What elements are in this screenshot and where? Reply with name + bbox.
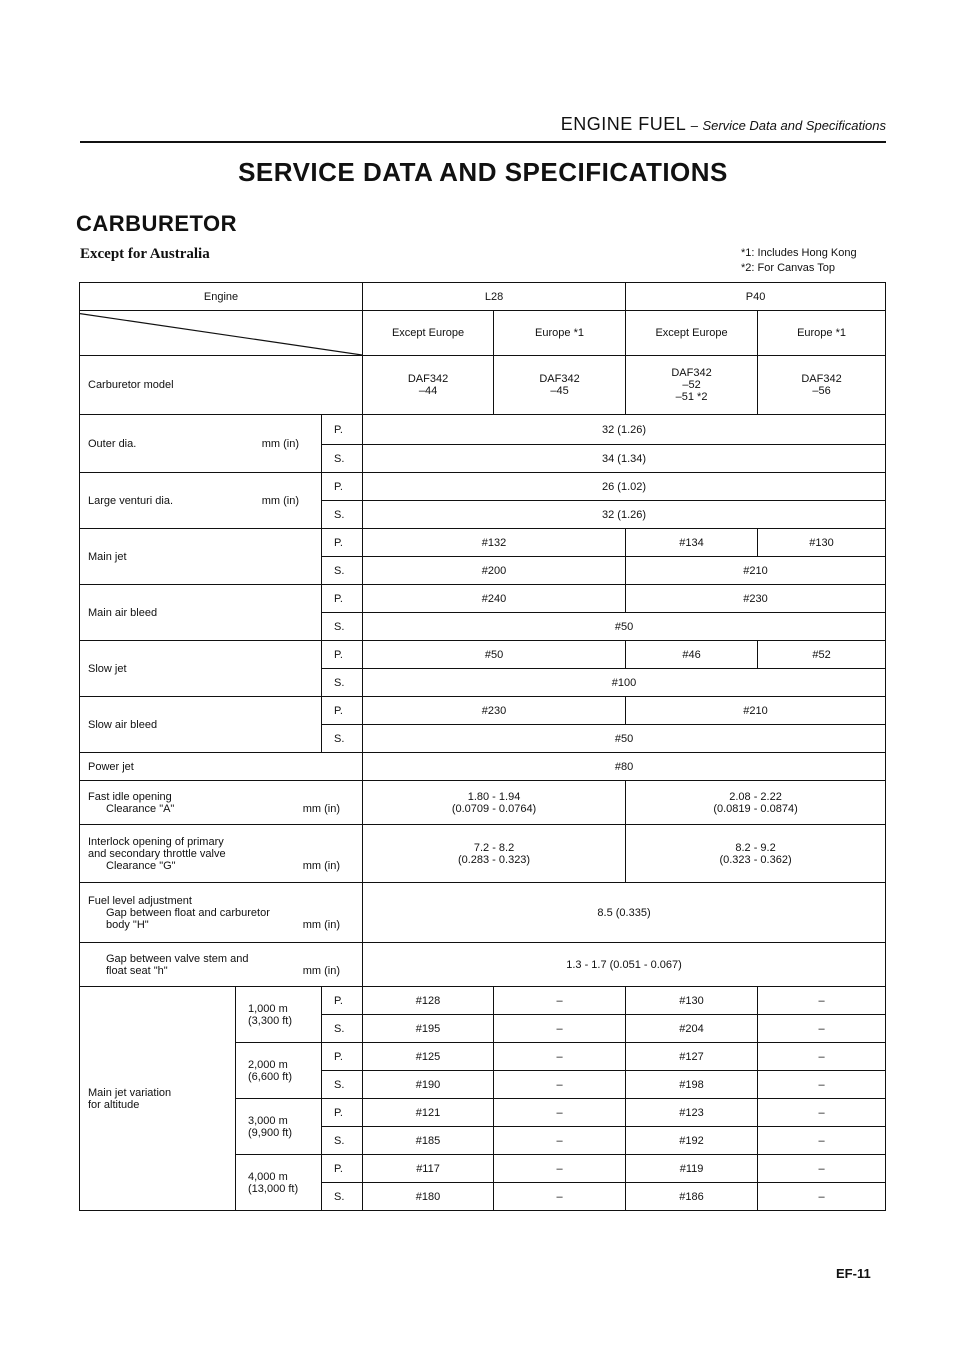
secondary-marker: S.: [322, 669, 363, 697]
primary-marker: P.: [322, 987, 363, 1015]
secondary-marker: S.: [322, 1127, 363, 1155]
fuel-level-label: [80, 883, 363, 943]
model-suffix: –56: [812, 385, 831, 397]
carb-model-3: [626, 356, 758, 415]
engine-l28: L28: [363, 283, 626, 311]
alt-dash: –: [758, 1043, 886, 1071]
primary-marker: P.: [322, 641, 363, 669]
carb-model-label: Carburetor model: [80, 356, 363, 415]
primary-marker: P.: [322, 697, 363, 725]
value-mm: 1.80 - 1.94: [467, 790, 521, 803]
engine-label: Engine: [80, 283, 363, 311]
value-in: (0.283 - 0.323): [457, 853, 531, 866]
alt-dash: –: [758, 1155, 886, 1183]
altitude-ft: (9,900 ft): [248, 1126, 293, 1139]
alt-value: #185: [363, 1127, 494, 1155]
secondary-marker: S.: [322, 501, 363, 529]
alt-dash: –: [758, 1183, 886, 1211]
primary-marker: P.: [322, 585, 363, 613]
alt-value: #198: [626, 1071, 758, 1099]
slow-air-bleed-p-l28: #230: [363, 697, 626, 725]
alt-value: #204: [626, 1015, 758, 1043]
altitude-3000: [236, 1099, 322, 1155]
fast-idle-label: [80, 781, 363, 825]
slow-jet-label: Slow jet: [80, 641, 322, 697]
model-suffix-alt: –51 *2: [675, 391, 708, 403]
header-subtitle: Service Data and Specifications: [702, 118, 886, 133]
altitude-label: [80, 987, 236, 1211]
row-label: Fuel level adjustment: [88, 894, 192, 907]
value-in: (0.0709 - 0.0764): [451, 802, 537, 815]
alt-dash: –: [758, 1127, 886, 1155]
slow-jet-p-p40: #46: [626, 641, 758, 669]
header-separator: –: [690, 118, 698, 133]
outer-dia-primary: 32 (1.26): [363, 415, 886, 445]
outer-dia-label: [80, 415, 322, 473]
fuel-level-value: 8.5 (0.335): [363, 883, 886, 943]
value-mm: 2.08 - 2.22: [729, 790, 782, 803]
slow-jet-s: #100: [363, 669, 886, 697]
alt-value: #127: [626, 1043, 758, 1071]
primary-marker: P.: [322, 529, 363, 557]
secondary-marker: S.: [322, 445, 363, 473]
primary-marker: P.: [322, 1099, 363, 1127]
alt-value: #119: [626, 1155, 758, 1183]
table-row: [80, 641, 886, 669]
main-jet-s-p40: #210: [626, 557, 886, 585]
row-label: Fast idle opening: [88, 790, 172, 803]
secondary-marker: S.: [322, 1183, 363, 1211]
table-row: [80, 356, 886, 415]
model-suffix: –44: [418, 385, 438, 397]
main-air-bleed-s: #50: [363, 613, 886, 641]
altitude-ft: (13,000 ft): [248, 1182, 299, 1195]
table-row: [80, 943, 886, 987]
main-jet-label: Main jet: [80, 529, 322, 585]
alt-value: #195: [363, 1015, 494, 1043]
main-jet-s-l28: #200: [363, 557, 626, 585]
outer-dia-secondary: 34 (1.34): [363, 445, 886, 473]
alt-value: #125: [363, 1043, 494, 1071]
alt-dash: –: [494, 1071, 626, 1099]
footnotes: [741, 246, 857, 276]
primary-marker: P.: [322, 415, 363, 445]
alt-dash: –: [494, 1127, 626, 1155]
row-sublabel: Gap between float and carburetor: [106, 906, 270, 919]
alt-value: #128: [363, 987, 494, 1015]
market-p40-except-europe: Except Europe: [626, 311, 758, 356]
model-suffix: –45: [550, 385, 569, 397]
slow-air-bleed-s: #50: [363, 725, 886, 753]
market-l28-europe: Europe *1: [494, 311, 626, 356]
main-jet-p-p40-europe: #130: [758, 529, 886, 557]
value-in: (0.0819 - 0.0874): [713, 802, 798, 815]
altitude-m: 2,000 m: [248, 1058, 288, 1071]
clearance-label: Clearance "G": [106, 859, 176, 872]
venturi-primary: 26 (1.02): [363, 473, 886, 501]
row-sublabel: [88, 803, 356, 815]
carb-model-2: [494, 356, 626, 415]
interlock-p40: [626, 825, 886, 883]
page-number: EF-11: [836, 1266, 871, 1281]
alt-value: #121: [363, 1099, 494, 1127]
unit-label: mm (in): [261, 437, 299, 450]
alt-dash: –: [494, 1099, 626, 1127]
venturi-label: [80, 473, 322, 529]
table-row: [80, 415, 886, 445]
interlock-l28: [363, 825, 626, 883]
unit-label: mm (in): [261, 494, 299, 507]
alt-dash: –: [494, 1183, 626, 1211]
fast-idle-l28: [363, 781, 626, 825]
secondary-marker: S.: [322, 1071, 363, 1099]
value-mm: 7.2 - 8.2: [473, 841, 515, 854]
valve-gap-value: 1.3 - 1.7 (0.051 - 0.067): [363, 943, 886, 987]
secondary-marker: S.: [322, 557, 363, 585]
alt-value: #180: [363, 1183, 494, 1211]
header-rule: [80, 141, 886, 143]
header-section: ENGINE FUEL: [560, 114, 687, 134]
row-label: Outer dia.: [88, 437, 137, 450]
model-name: DAF342: [407, 373, 449, 385]
altitude-m: 1,000 m: [248, 1002, 288, 1015]
table-row: [80, 473, 886, 501]
model-name: DAF342: [539, 373, 580, 385]
alt-value: #186: [626, 1183, 758, 1211]
running-header: [80, 114, 886, 135]
section-title: CARBURETOR: [76, 211, 238, 236]
alt-value: #130: [626, 987, 758, 1015]
table-row: [80, 753, 886, 781]
main-air-bleed-p-l28: #240: [363, 585, 626, 613]
alt-dash: –: [494, 1043, 626, 1071]
carb-model-1: [363, 356, 494, 415]
altitude-ft: (3,300 ft): [248, 1014, 293, 1027]
row-sublabel: Gap between valve stem and: [106, 952, 249, 965]
secondary-marker: S.: [322, 725, 363, 753]
primary-marker: P.: [322, 1043, 363, 1071]
slow-air-bleed-p-p40: #210: [626, 697, 886, 725]
altitude-m: 3,000 m: [248, 1114, 288, 1127]
alt-value: #190: [363, 1071, 494, 1099]
power-jet-label: Power jet: [80, 753, 363, 781]
alt-dash: –: [758, 987, 886, 1015]
alt-value: #117: [363, 1155, 494, 1183]
alt-dash: –: [494, 1015, 626, 1043]
scope-note: Except for Australia: [80, 246, 210, 262]
main-jet-p-l28: #132: [363, 529, 626, 557]
table-row: [80, 883, 886, 943]
alt-value: #192: [626, 1127, 758, 1155]
row-sublabel: [88, 965, 356, 977]
engine-p40: P40: [626, 283, 886, 311]
table-row: [80, 781, 886, 825]
altitude-4000: [236, 1155, 322, 1211]
diagonal-line: [80, 311, 362, 355]
main-air-bleed-label: Main air bleed: [80, 585, 322, 641]
interlock-label: [80, 825, 363, 883]
unit-label: mm (in): [302, 859, 341, 872]
slow-air-bleed-label: Slow air bleed: [80, 697, 322, 753]
main-jet-p-p40: #134: [626, 529, 758, 557]
slow-jet-p-l28: #50: [363, 641, 626, 669]
gap-label: body "H": [106, 918, 149, 931]
row-sublabel: [88, 860, 356, 872]
unit-label: mm (in): [302, 964, 341, 977]
primary-marker: P.: [322, 1155, 363, 1183]
diagonal-header-cell: [80, 311, 363, 356]
carb-model-4: [758, 356, 886, 415]
table-row: [80, 283, 886, 311]
market-p40-europe: Europe *1: [758, 311, 886, 356]
carburetor-spec-table: [79, 282, 886, 1211]
footnote-2: *2: For Canvas Top: [741, 262, 835, 274]
altitude-ft: (6,600 ft): [248, 1070, 293, 1083]
value-in: (0.323 - 0.362): [719, 853, 792, 866]
altitude-2000: [236, 1043, 322, 1099]
row-label: and secondary throttle valve: [88, 847, 226, 860]
primary-marker: P.: [322, 473, 363, 501]
alt-dash: –: [758, 1071, 886, 1099]
model-suffix: –52: [682, 379, 701, 391]
alt-dash: –: [758, 1015, 886, 1043]
main-air-bleed-p-p40: #230: [626, 585, 886, 613]
alt-dash: –: [758, 1099, 886, 1127]
model-name: DAF342: [671, 367, 712, 379]
model-name: DAF342: [801, 373, 842, 385]
secondary-marker: S.: [322, 1015, 363, 1043]
row-label: Main jet variation: [88, 1086, 172, 1099]
table-row: [80, 311, 886, 356]
alt-dash: –: [494, 987, 626, 1015]
fast-idle-p40: [626, 781, 886, 825]
altitude-1000: [236, 987, 322, 1043]
power-jet-value: #80: [363, 753, 886, 781]
page-title: SERVICE DATA AND SPECIFICATIONS: [238, 157, 728, 187]
alt-dash: –: [494, 1155, 626, 1183]
table-row: [80, 529, 886, 557]
gap-label: float seat "h": [106, 964, 168, 977]
row-label: Interlock opening of primary: [88, 835, 224, 848]
row-label: Large venturi dia.: [88, 494, 173, 507]
slow-jet-p-p40-europe: #52: [758, 641, 886, 669]
alt-value: #123: [626, 1099, 758, 1127]
table-row: [80, 697, 886, 725]
row-label: for altitude: [88, 1098, 140, 1111]
unit-label: mm (in): [302, 918, 341, 931]
unit-label: mm (in): [302, 802, 341, 815]
table-row: [80, 825, 886, 883]
footnote-1: *1: Includes Hong Kong: [741, 247, 857, 259]
market-l28-except-europe: Except Europe: [363, 311, 494, 356]
venturi-secondary: 32 (1.26): [363, 501, 886, 529]
clearance-label: Clearance "A": [106, 802, 175, 815]
altitude-m: 4,000 m: [248, 1170, 288, 1183]
valve-gap-label: [80, 943, 363, 987]
row-sublabel: [88, 919, 356, 931]
secondary-marker: S.: [322, 613, 363, 641]
value-mm: 8.2 - 9.2: [735, 841, 776, 854]
table-row: [80, 987, 886, 1015]
table-row: [80, 585, 886, 613]
